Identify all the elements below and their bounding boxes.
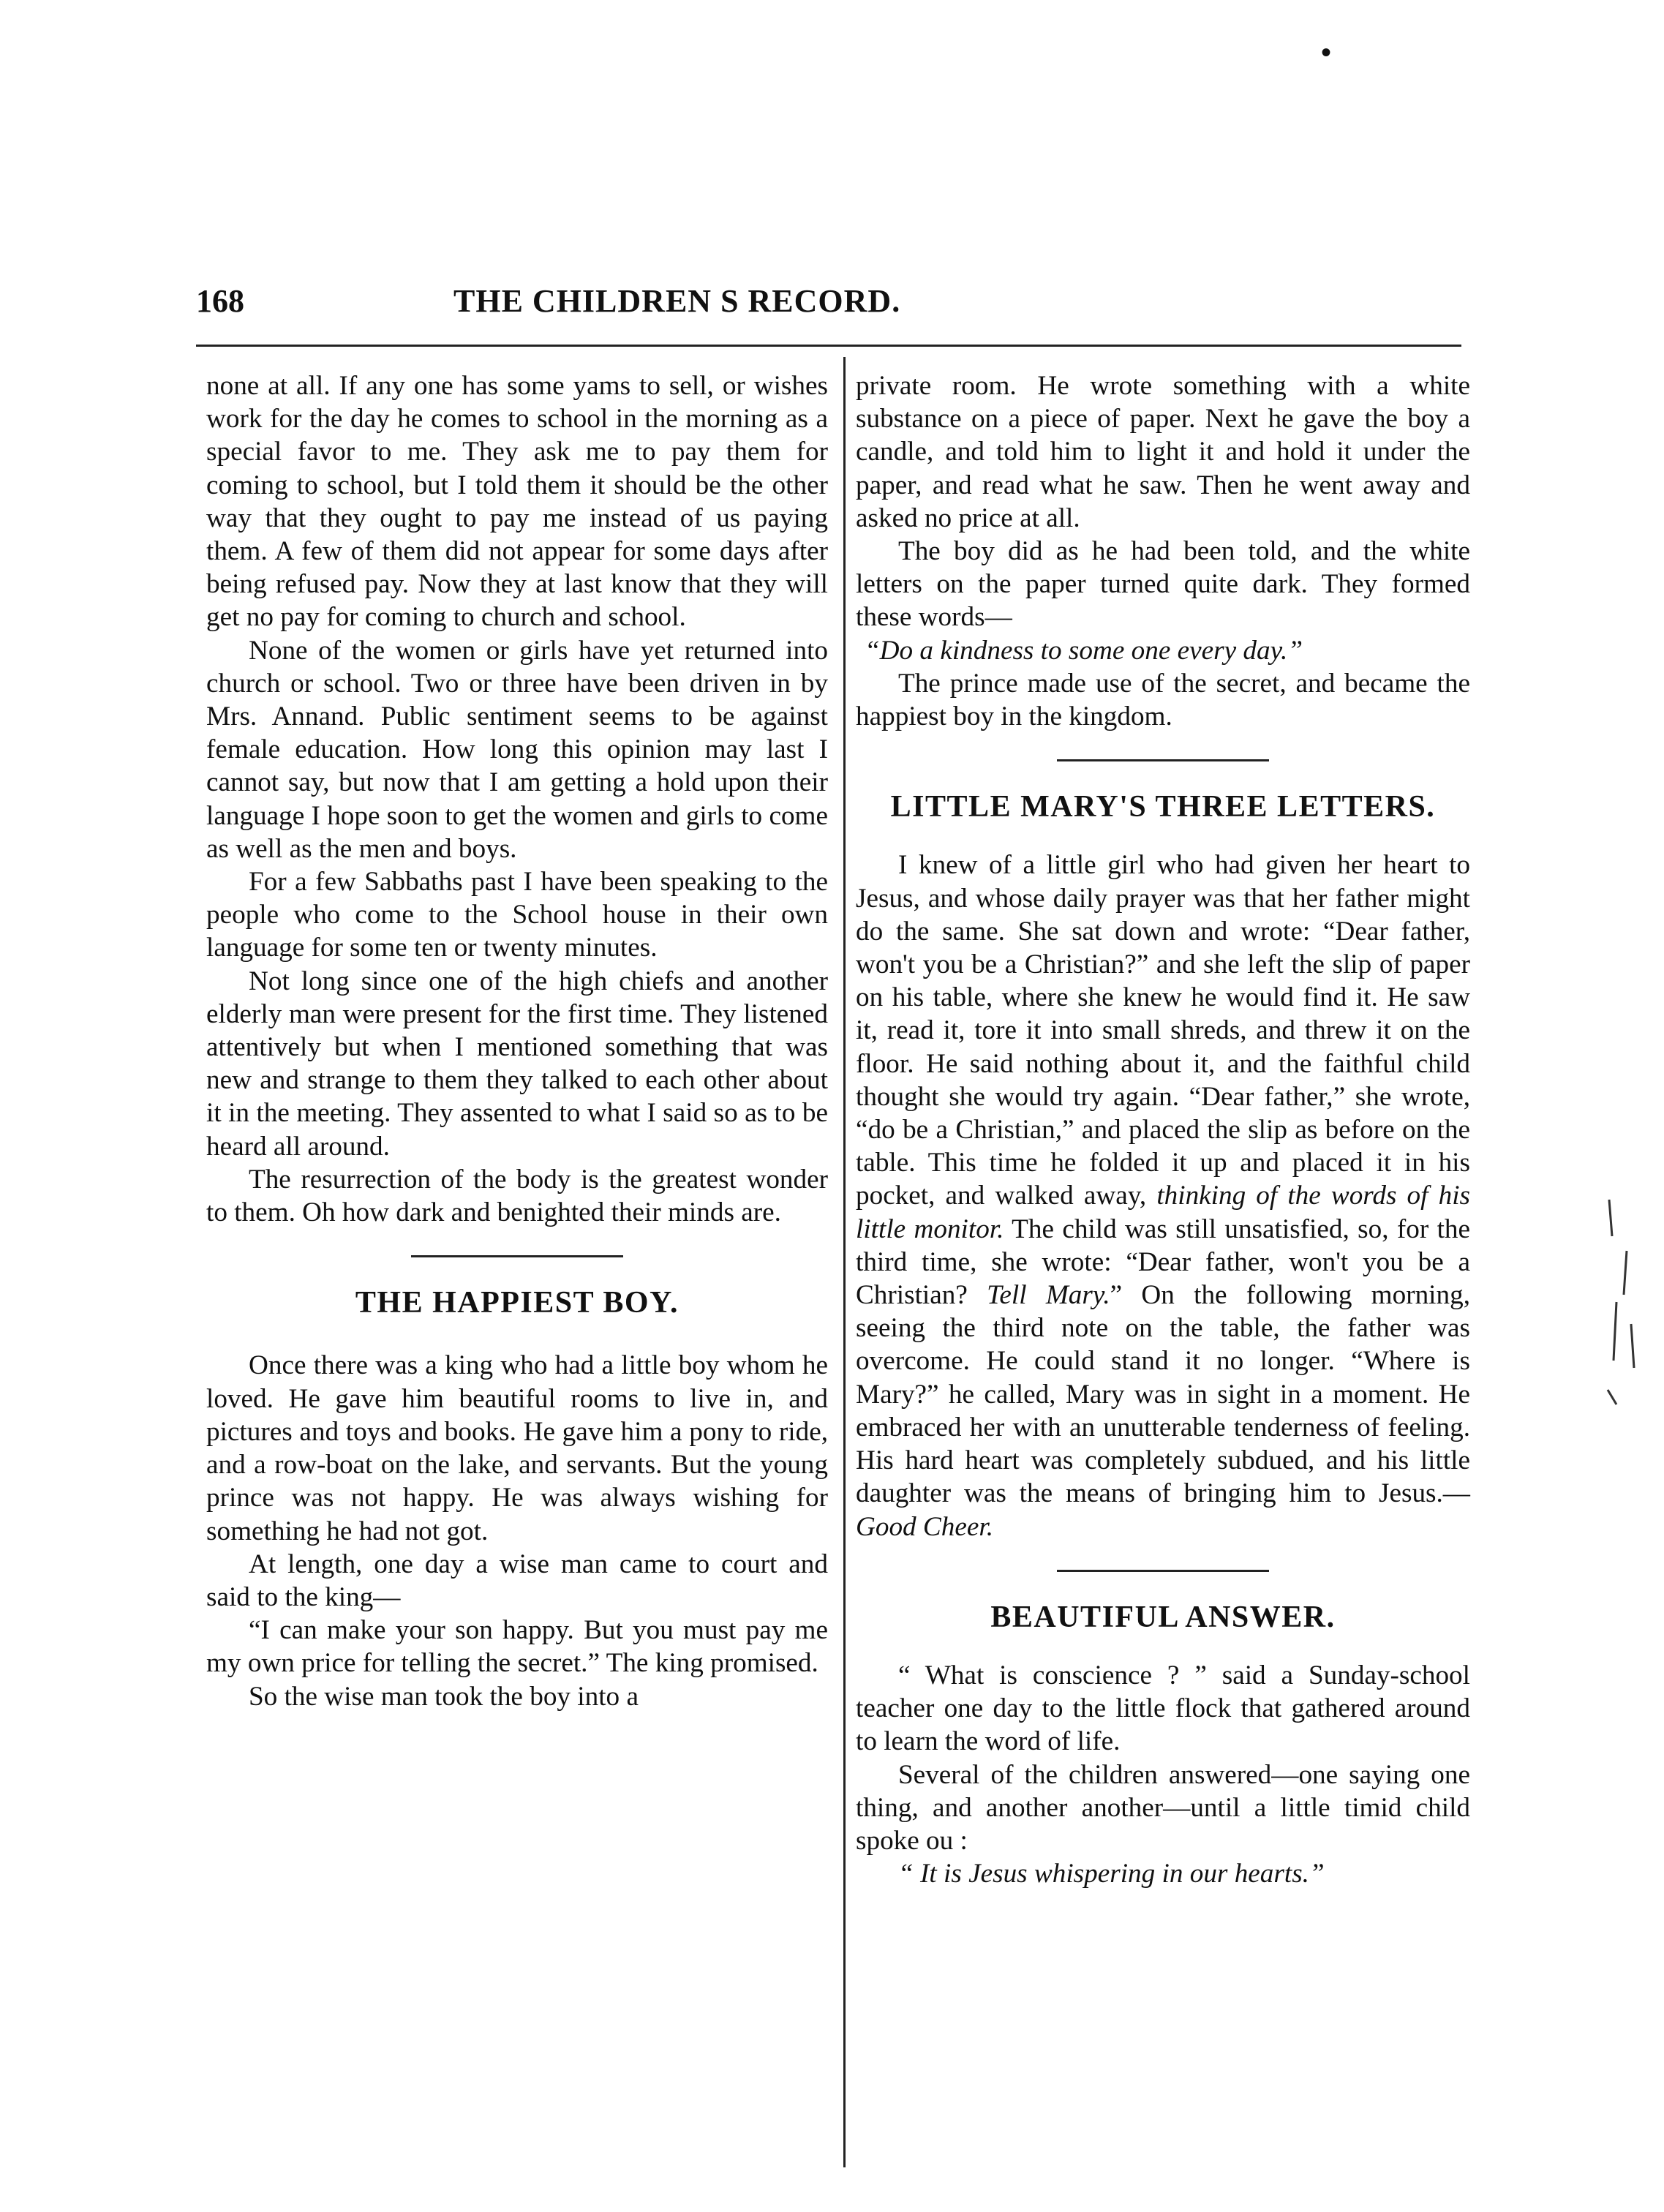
paragraph: Several of the children answered—one saying one thing, and another another—until a little timid child spoke ou : — [856, 1759, 1470, 1856]
text-run: The child was still unsatisfied, so, for the third time, she wrote: “Dear father, won't you be a Christian? — [856, 1214, 1470, 1311]
paragraph: The prince made use of the secret, and became the happiest boy in the kingdom. — [856, 668, 1470, 732]
header-rule — [196, 345, 1461, 347]
section-rule — [1057, 759, 1269, 761]
paragraph: None of the women or girls have yet returned into church or school. Two or three have been driven in by Mrs. Annand. Public sentiment seems to be against female education. How long this opinion may last I cannot say, but now that I am getting a hold upon their language I hope soon to get the women and girls to come as well as the men and boys. — [206, 635, 828, 864]
article-title-beautiful-answer: BEAUTIFUL ANSWER. — [990, 1600, 1336, 1634]
paragraph: For a few Sabbaths past I have been speaking to the people who come to the School house in their own language for some ten or twenty minutes. — [206, 867, 828, 963]
italic-run: Tell Mary. — [987, 1280, 1110, 1311]
section-rule — [1057, 1570, 1269, 1572]
paragraph — [856, 849, 1470, 1543]
paragraph — [856, 1857, 1470, 1890]
left-column — [206, 369, 828, 1713]
article-title-happiest-boy: THE HAPPIEST BOY. — [355, 1286, 679, 1320]
paragraph: “ What is conscience ? ” said a Sunday-school teacher one day to the little flock that gathered around to learn the word of life. — [856, 1660, 1470, 1757]
paragraph: So the wise man took the boy into a — [249, 1681, 639, 1712]
paragraph: “I can make your son happy. But you must pay me my own price for telling the secret.” The king promised. — [206, 1615, 828, 1679]
page-number: 168 — [196, 283, 244, 319]
italic-quote: “Do a kindness to some one every day.” — [865, 635, 1303, 666]
quoted-words — [856, 634, 1470, 667]
ink-speck: • — [1321, 36, 1332, 69]
paragraph: The boy did as he had been told, and the white letters on the paper turned quite dark. They formed these words— — [856, 536, 1470, 633]
paragraph: private room. He wrote something with a white substance on a piece of paper. Next he gave the boy a candle, and told him to light it and hold it under the paper, and read what he saw. Then he went away and asked no price at all. — [856, 371, 1470, 533]
paragraph: Not long since one of the high chiefs and another elderly man were present for the first time. They listened attentively but when I mentioned something that was new and strange to them they talked to each other about it in the meeting. They assented to what I said so as to be heard all around. — [206, 966, 828, 1162]
paragraph: At length, one day a wise man came to court and said to the king— — [206, 1549, 828, 1612]
right-column — [856, 369, 1470, 1890]
article-title-little-mary: LITTLE MARY'S THREE LETTERS. — [890, 790, 1436, 824]
paragraph: The resurrection of the body is the greatest wonder to them. Oh how dark and benighted their minds are. — [206, 1164, 828, 1228]
section-rule — [411, 1255, 623, 1257]
running-title: THE CHILDREN S RECORD. — [453, 283, 901, 319]
italic-quote: “ It is Jesus whispering in our hearts.” — [898, 1859, 1325, 1889]
margin-binding-marks — [1602, 1185, 1646, 1419]
paragraph: Once there was a king who had a little boy whom he loved. He gave him beautiful rooms to live in, and pictures and toys and books. He gave him a pony to ride, and a row-boat on the lake, and servants. But the young prince was not happy. He was always wishing for something he had not got. — [206, 1350, 828, 1546]
text-run: I knew of a little girl who had given her heart to Jesus, and whose daily prayer was that her father might do the same. She sat down and wrote: “Dear father, won't you be a Christian?” and she left the slip of paper on his table, where she knew he would find it. He saw it, read it, tore it into small shreds, and threw it on the floor. He said nothing about it, and the faithful child thought she would try again. “Dear father,” she wrote, “do be a Christian,” and placed the slip as before on the table. This time he folded it up and placed it in his pocket, and walked away, — [856, 850, 1470, 1211]
column-divider — [843, 357, 846, 2167]
italic-run: thinking of the words of his little monitor. — [856, 1181, 1470, 1244]
paragraph: none at all. If any one has some yams to sell, or wishes work for the day he comes to school in the morning as a special favor to me. They ask me to pay them for coming to school, but I told them it should be the other way that they ought to pay me instead of us paying them. A few of them did not appear for some days after being refused pay. Now they at last know that they will get no pay for coming to church and school. — [206, 371, 828, 633]
source-credit: Good Cheer. — [856, 1511, 993, 1542]
text-run: ” On the following morning, seeing the third note on the table, the father was overcome. He could stand it no longer. “Where is Mary?” he called, Mary was in sight in a moment. He embraced her with an unutterable tenderness of feeling. His hard heart was completely subdued, and his little daughter was the means of bringing him to Jesus.— — [856, 1280, 1470, 1509]
